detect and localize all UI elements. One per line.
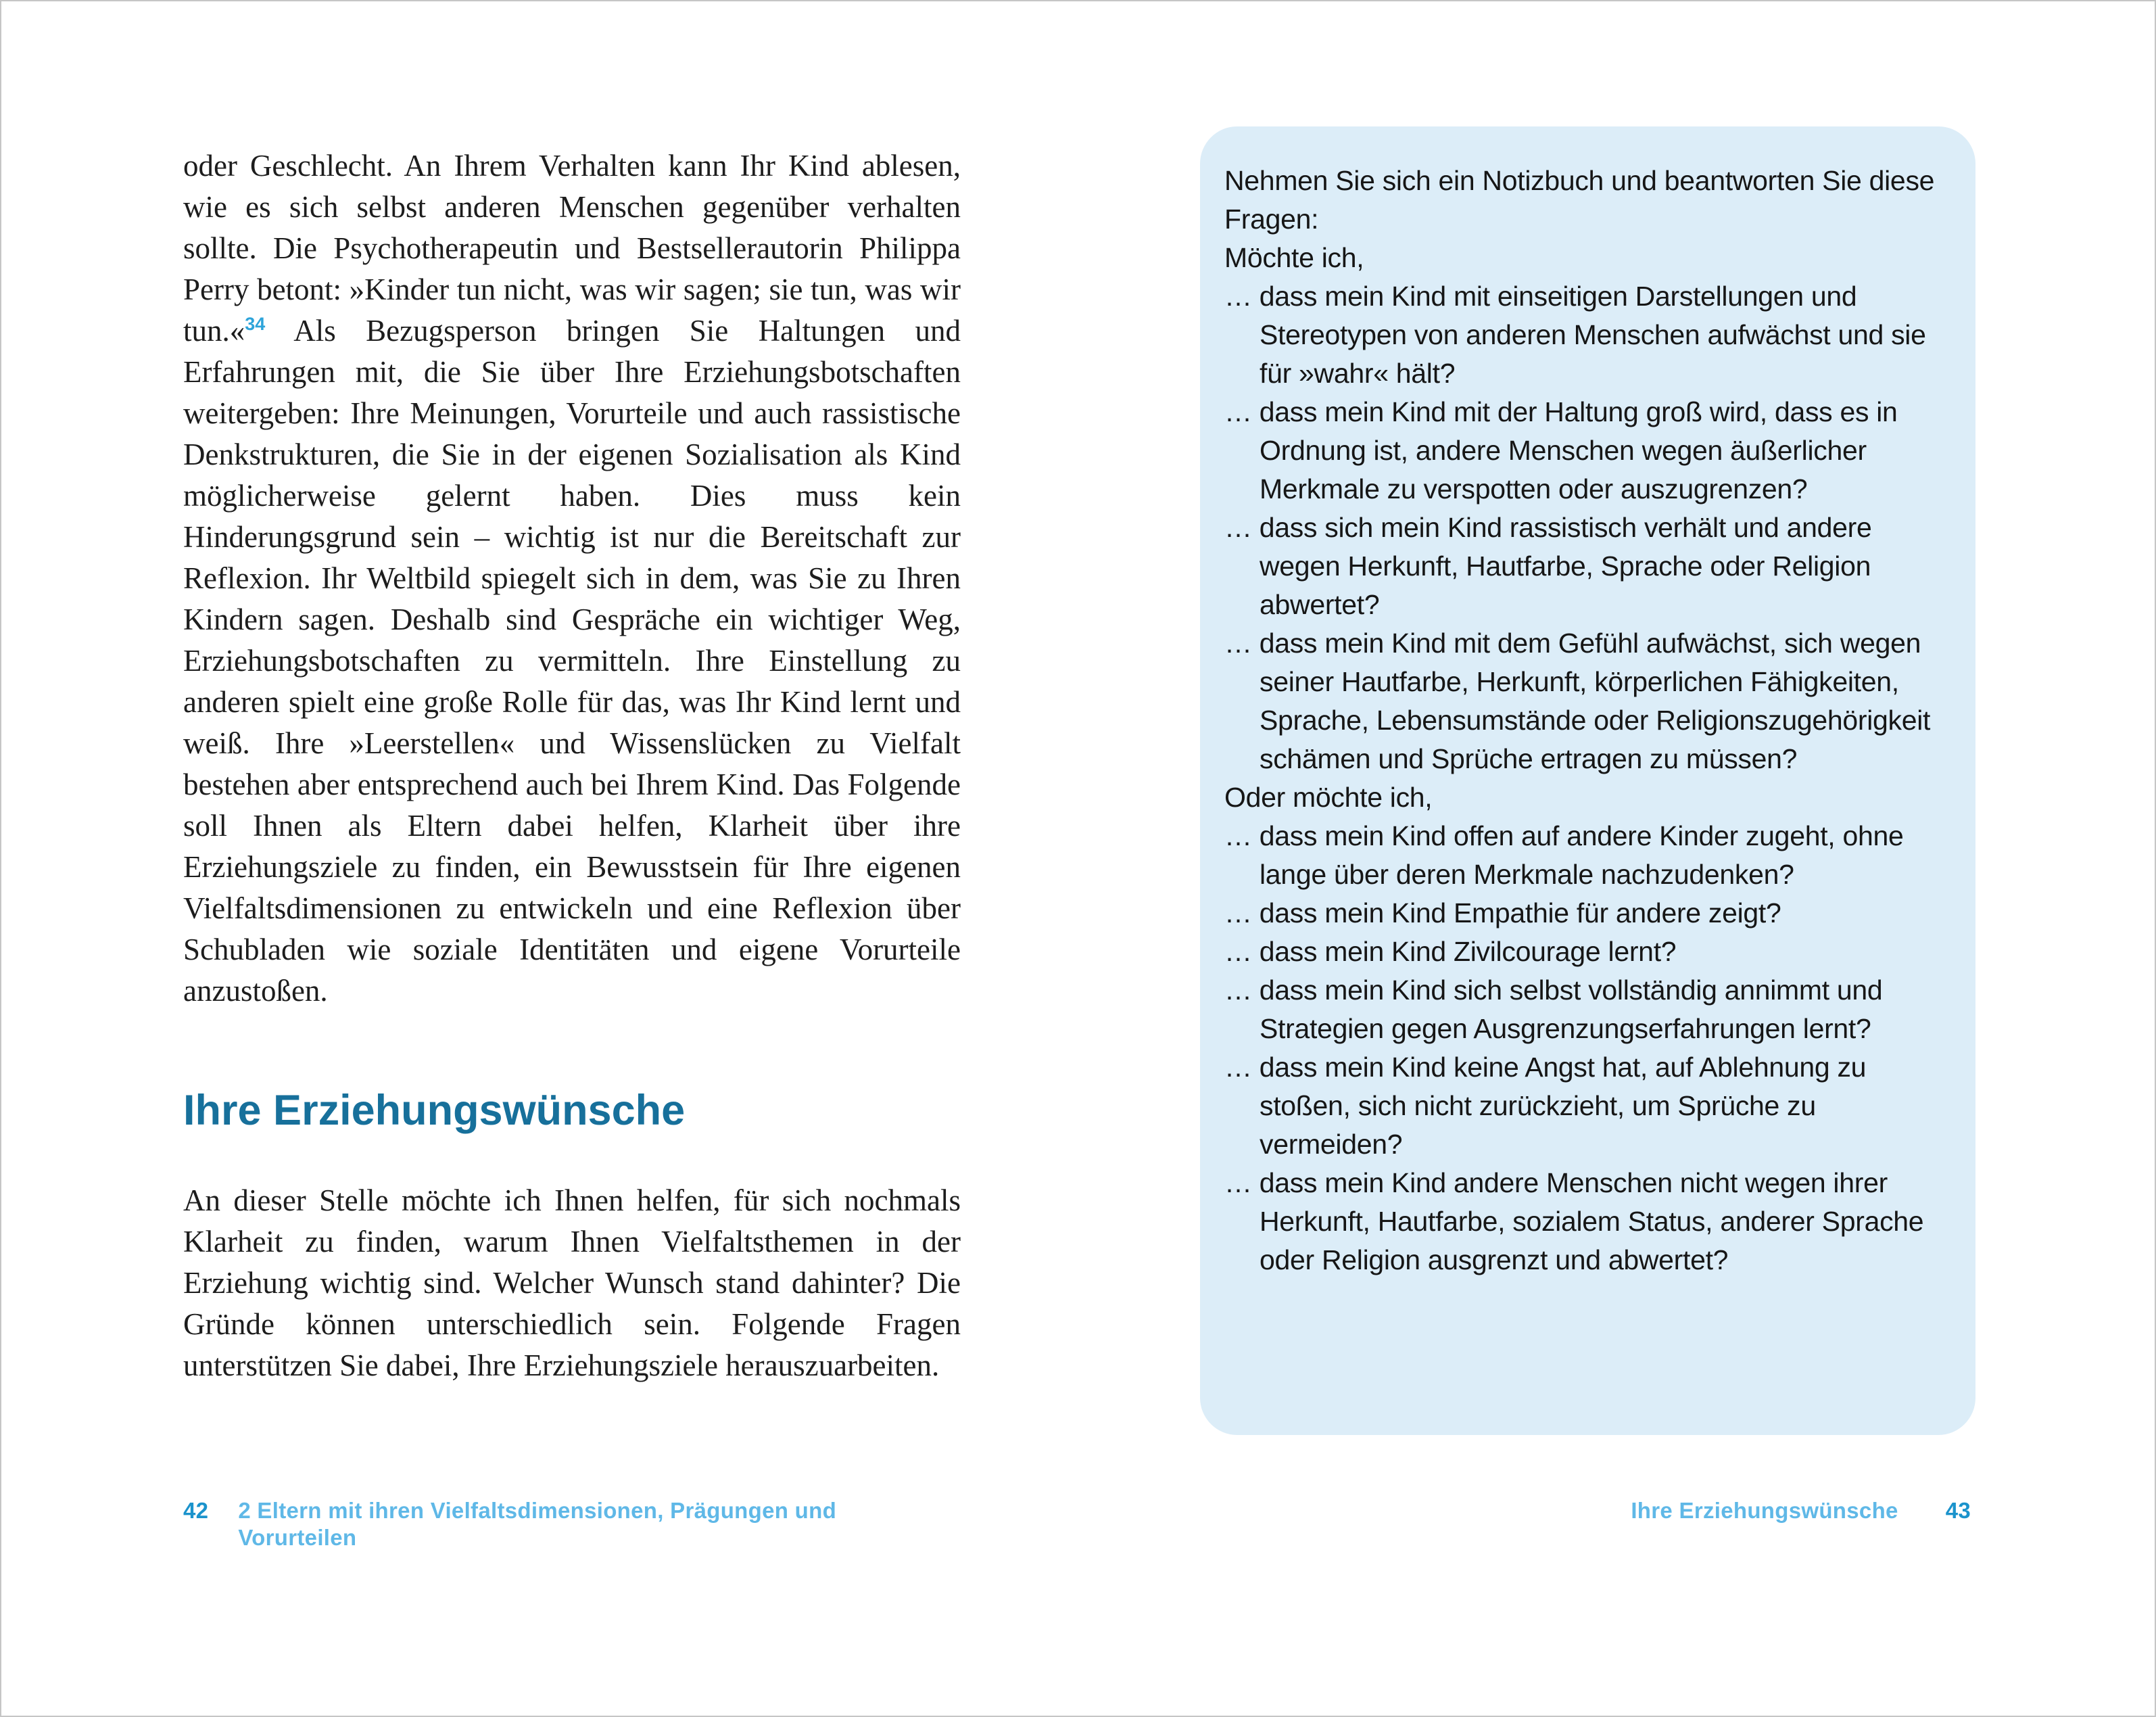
question-list-1 xyxy=(1224,277,1955,778)
right-running-head: Ihre Erziehungswünsche xyxy=(1631,1498,1898,1523)
right-page-footer xyxy=(1200,1497,1971,1524)
question-item: … dass mein Kind Zivilcourage lernt? xyxy=(1224,936,1677,967)
question-info-box xyxy=(1200,126,1975,1435)
paragraph-1-text-after-footnote: Als Bezugsperson bringen Sie Haltungen und Erfahrungen mit, die Sie über Ihre Erziehungsbotschaften weitergeben: Ihre Meinungen, Vorurteile und auch rassistische Denkstrukturen, die Sie in der eigenen Sozialisation als Kind möglicherweise gelernt haben. Dies muss kein Hinderungsgrund sein – wichtig ist nur die Bereitschaft zur Reflexion. Ihr Weltbild spiegelt sich in dem, was Sie zu Ihren Kindern sagen. Deshalb sind Gespräche ein wichtiger Weg, Erziehungsbotschaften zu vermitteln. Ihre Einstellung zu anderen spielt eine große Rolle für das, was Ihr Kind lernt und weiß. Ihre »Leerstellen« und Wissenslücken zu Vielfalt bestehen aber entsprechend auch bei Ihrem Kind. Das Folgende soll Ihnen als Eltern dabei helfen, Klarheit über ihre Erziehungsziele zu finden, ein Bewusstsein für Ihre eigenen Vielfaltsdimensionen zu entwickeln und eine Reflexion über Schubladen wie soziale Identitäten und eigene Vorurteile anzustoßen. xyxy=(183,314,961,1008)
question-item: … dass mein Kind mit dem Gefühl aufwächst, sich wegen seiner Hautfarbe, Herkunft, körperlichen Fähigkeiten, Sprache, Lebensumstände oder Religionszugehörigkeit schämen und Sprüche ertragen zu müssen? xyxy=(1224,628,1931,774)
question-item: … dass mein Kind Empathie für andere zeigt? xyxy=(1224,897,1781,928)
question-item: … dass mein Kind keine Angst hat, auf Ablehnung zu stoßen, sich nicht zurückzieht, um Sprüche zu vermeiden? xyxy=(1224,1052,1867,1160)
question-item: … dass mein Kind andere Menschen nicht wegen ihrer Herkunft, Hautfarbe, sozialem Status, anderer Sprache oder Religion ausgrenzt und abwertet? xyxy=(1224,1167,1924,1275)
section-heading: Ihre Erziehungswünsche xyxy=(183,1087,686,1135)
left-page-paragraph-2: An dieser Stelle möchte ich Ihnen helfen, für sich nochmals Klarheit zu finden, warum Ihnen Vielfaltsthemen in der Erziehung wichtig sind. Welcher Wunsch stand dahinter? Die Gründe können unterschiedlich sein. Folgende Fragen unterstützen Sie dabei, Ihre Erziehungsziele herauszuarbeiten. xyxy=(183,1183,961,1382)
box-intro-text: Nehmen Sie sich ein Notizbuch und beantworten Sie diese Fragen: xyxy=(1224,165,1935,235)
footnote-reference-34: 34 xyxy=(245,314,266,334)
left-running-head: 2 Eltern mit ihren Vielfaltsdimensionen, Prägungen und Vorurteilen xyxy=(238,1498,837,1550)
question-item: … dass mein Kind offen auf andere Kinder zugeht, ohne lange über deren Merkmale nachzudenken? xyxy=(1224,820,1904,890)
left-page-paragraph-1 xyxy=(183,145,961,1012)
question-item: … dass mein Kind mit einseitigen Darstellungen und Stereotypen von anderen Menschen aufwächst und sie für »wahr« hält? xyxy=(1224,281,1926,389)
left-page-number: 42 xyxy=(183,1498,209,1523)
question-item: … dass mein Kind sich selbst vollständig annimmt und Strategien gegen Ausgrenzungserfahrungen lernt? xyxy=(1224,974,1883,1044)
left-page-footer xyxy=(183,1497,961,1551)
question-list-2 xyxy=(1224,817,1955,1279)
question-item: … dass mein Kind mit der Haltung groß wird, dass es in Ordnung ist, andere Menschen wegen äußerlicher Merkmale zu verspotten oder auszugrenzen? xyxy=(1224,396,1898,504)
paragraph-1-text-before-footnote: oder Geschlecht. An Ihrem Verhalten kann Ihr Kind ablesen, wie es sich selbst anderen Menschen gegenüber verhalten sollte. Die Psychotherapeutin und Bestsellerautorin Philippa Perry betont: »Kinder tun nicht, was wir sagen; sie tun, was wir tun.« xyxy=(183,149,961,348)
question-group-1-title: Möchte ich, xyxy=(1224,242,1364,273)
right-page-number: 43 xyxy=(1945,1498,1971,1523)
question-group-2-title: Oder möchte ich, xyxy=(1224,782,1433,813)
question-item: … dass sich mein Kind rassistisch verhält und andere wegen Herkunft, Hautfarbe, Sprache oder Religion abwertet? xyxy=(1224,512,1872,620)
